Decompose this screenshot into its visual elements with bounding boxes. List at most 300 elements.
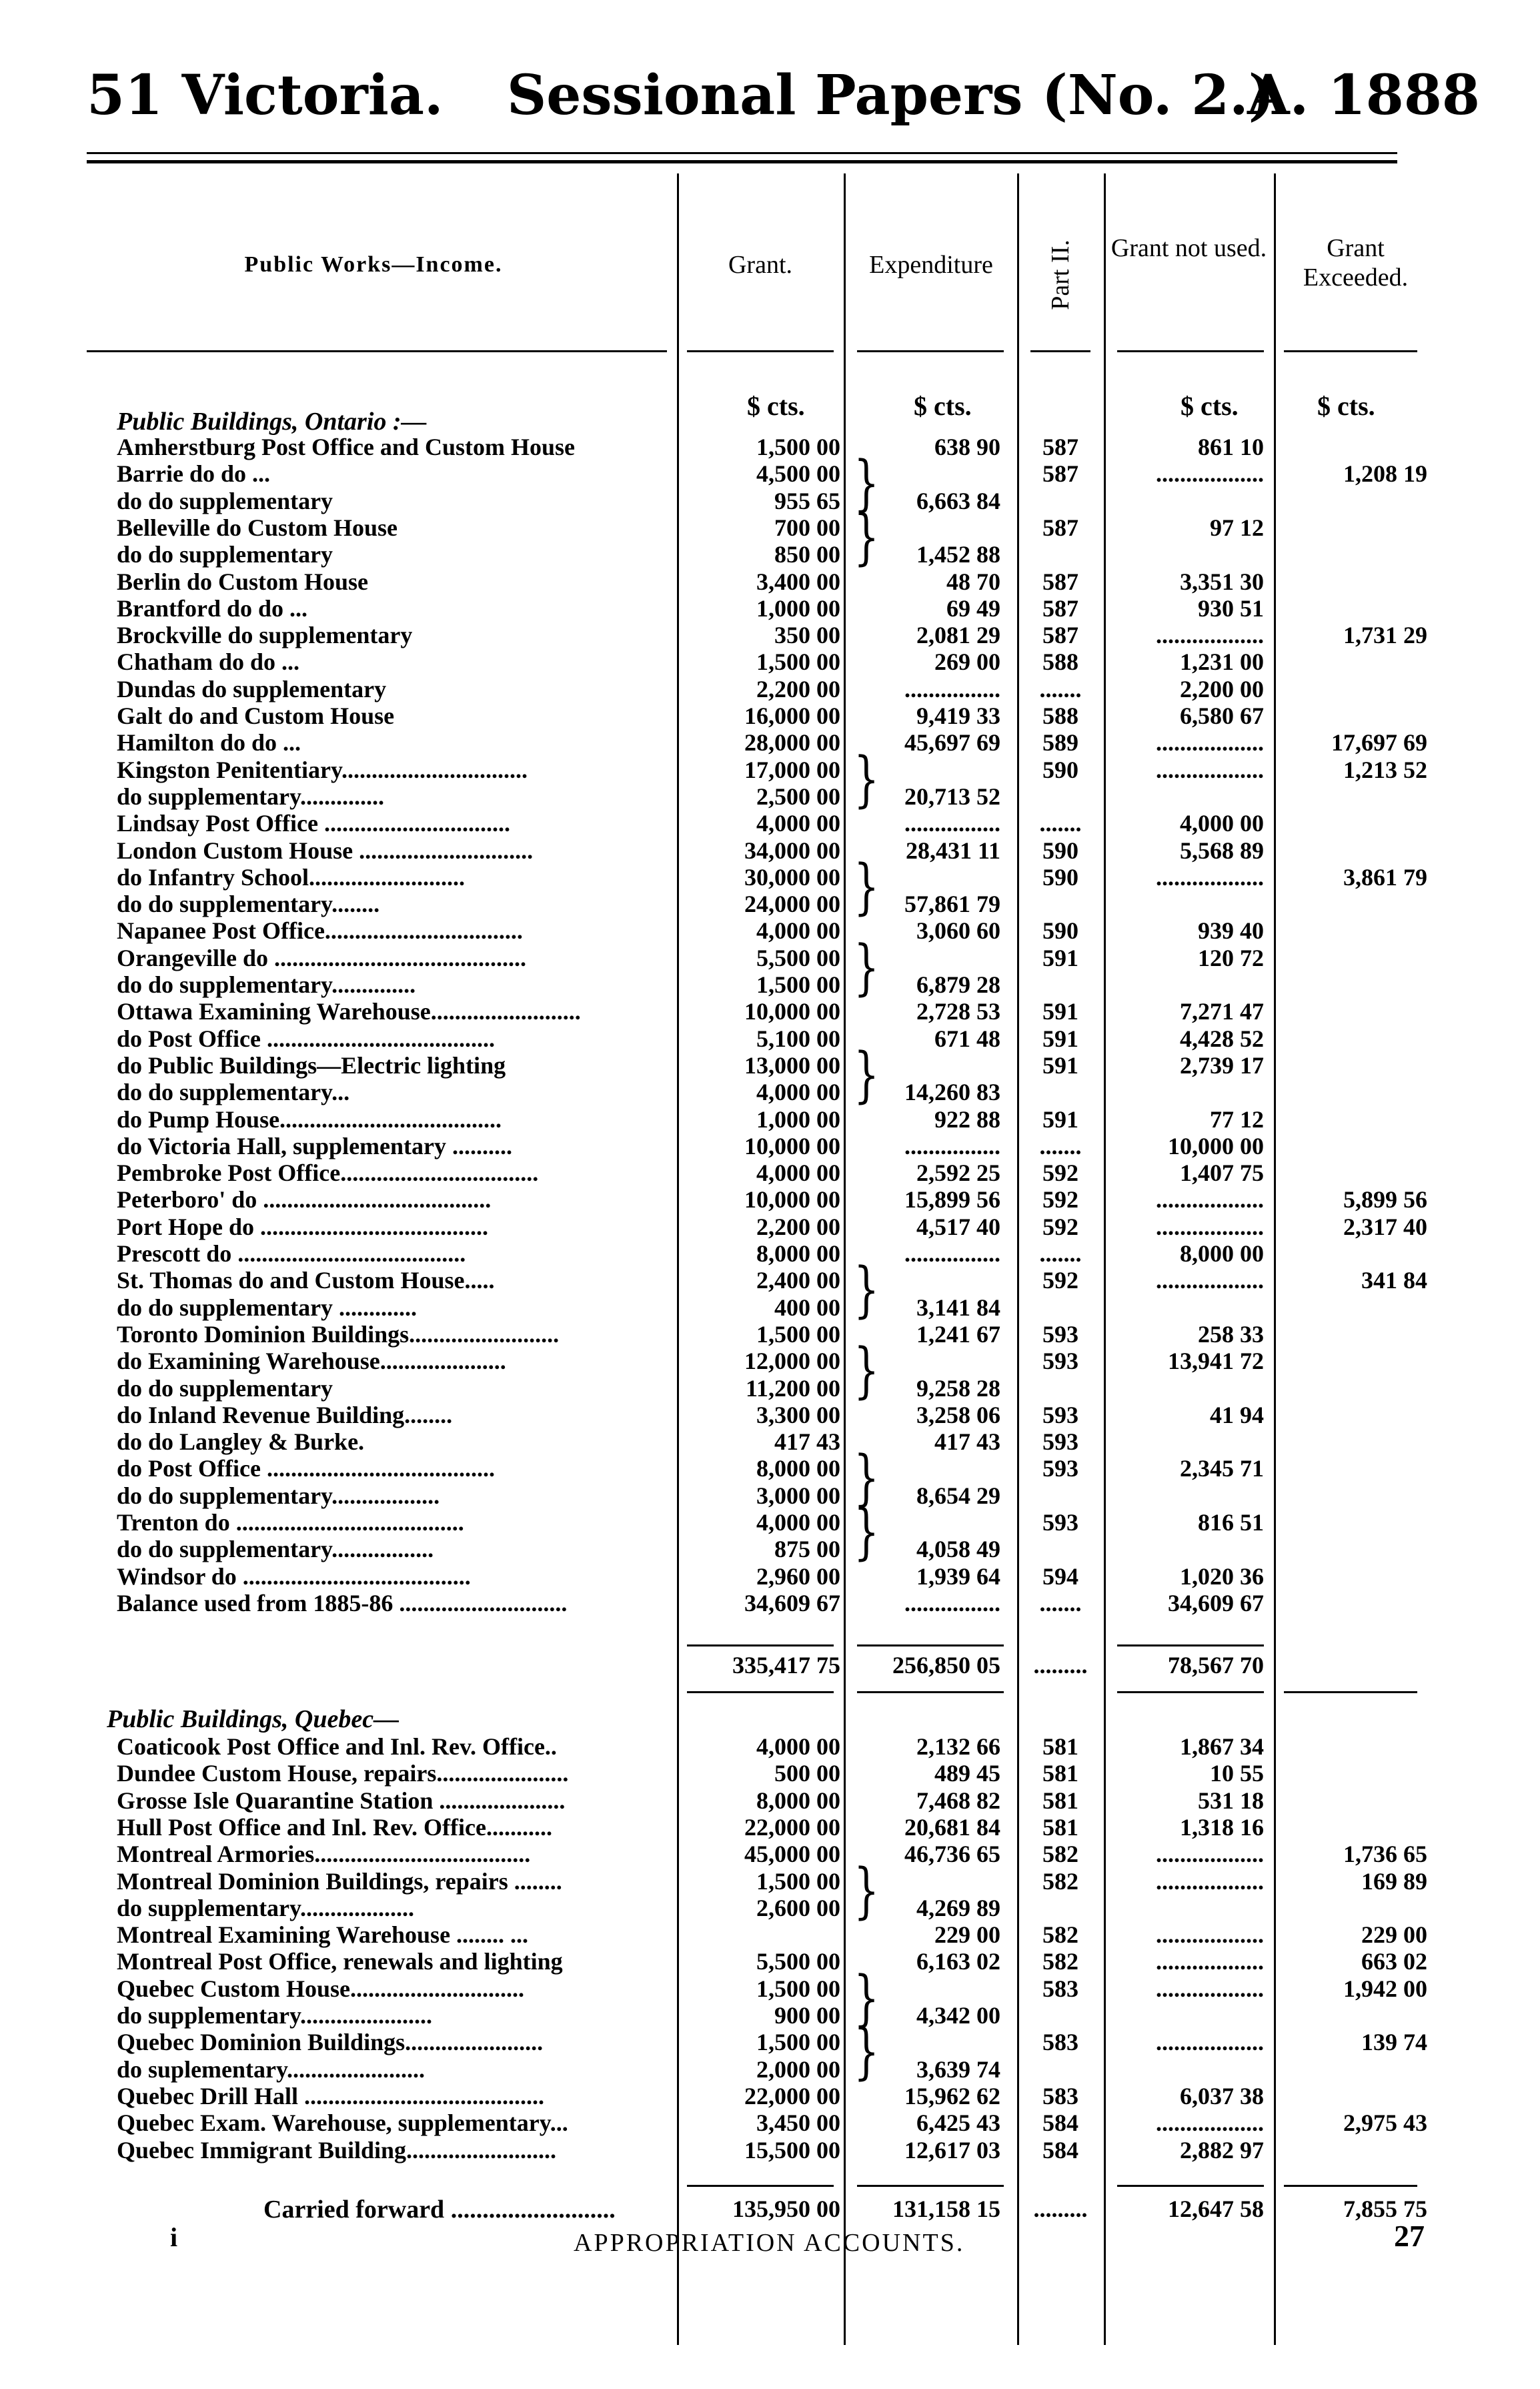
cell-exp: 14,260 83 [904,1079,1000,1106]
grouping-brace: } [854,933,880,1003]
cell-grant: 500 00 [774,1760,840,1787]
cell-grant: 3,400 00 [756,568,840,595]
cell-label: do supplementary...................... [117,2002,433,2029]
grouping-brace: } [854,448,880,519]
cell-exp: 8,654 29 [916,1482,1000,1509]
cell-part: 581 [1042,1760,1078,1787]
cell-notused: .................. [1156,756,1264,783]
cell-grant: 5,500 00 [756,1948,840,1975]
cell-label: do do Langley & Burke. [117,1428,365,1456]
grouping-brace: } [854,1497,880,1568]
cell-notused: .................. [1156,1921,1264,1949]
footer-title: APPROPRIATION ACCOUNTS. [574,2229,965,2257]
cell-notused: 4,428 52 [1180,1025,1264,1052]
cell-label: Peterboro' do ...................................... [117,1186,492,1214]
table-row [0,998,1540,1025]
cell-grant: 3,450 00 [756,2109,840,2137]
total-rule [687,1644,834,1646]
cell-notused: 41 94 [1210,1401,1264,1428]
carried-forward-exp: 131,158 15 [892,2196,1000,2222]
carried-forward-part: ......... [1033,2196,1088,2222]
cell-notused: 120 72 [1198,944,1264,971]
cell-label: do supplementary.............. [117,783,385,810]
cell-label: do do supplementary........ [117,891,380,918]
table-row [0,1509,1540,1536]
cell-grant: 3,000 00 [756,1482,840,1509]
table-row [0,1841,1540,1867]
cell-notused: 1,318 16 [1180,1813,1264,1841]
table-row [0,971,1540,998]
cell-label: Kingston Penitentiary............................... [117,756,528,783]
cell-exceeded: 1,213 52 [1343,756,1427,783]
cell-part: 587 [1042,460,1078,488]
cell-label: Chatham do do ... [117,648,300,676]
cell-notused: 10 55 [1210,1760,1264,1787]
table-row [0,1760,1540,1787]
cell-notused: 939 40 [1198,917,1264,945]
cell-notused: 97 12 [1210,514,1264,541]
col-exceeded-header: Grant Exceeded. [1303,234,1409,292]
cell-label: do Examining Warehouse..................... [117,1348,506,1375]
cell-label: do do supplementary ............. [117,1294,418,1321]
cell-label: Montreal Armories.................................... [117,1841,531,1868]
cell-part: 591 [1042,1051,1078,1079]
cell-exp: 1,452 88 [916,541,1000,568]
cell-part: 581 [1042,1787,1078,1814]
table-row [0,1294,1540,1321]
cell-label: Quebec Drill Hall ........................................ [117,2082,544,2109]
cell-notused: .................. [1156,729,1264,757]
cell-notused: 8,000 00 [1180,1240,1264,1267]
cell-grant: 4,000 00 [756,917,840,945]
units-exp: $ cts. [914,391,972,421]
total-rule [857,1644,1004,1646]
cell-notused: .................. [1156,1975,1264,2002]
cell-notused: .................. [1156,2109,1264,2137]
cell-grant: 30,000 00 [744,863,840,891]
cell-label: Windsor do ...................................... [117,1562,471,1590]
cell-grant: 10,000 00 [744,1186,840,1214]
cell-label: Trenton do ...................................... [117,1509,464,1536]
cell-part: 582 [1042,1921,1078,1949]
cell-exp: 45,697 69 [904,729,1000,757]
cell-part: ....... [1039,675,1082,702]
table-row [0,783,1540,810]
cell-grant: 5,100 00 [756,1025,840,1052]
cell-grant: 2,400 00 [756,1267,840,1294]
cell-notused: 531 18 [1198,1787,1264,1814]
cell-part: 583 [1042,1975,1078,2002]
header-divider [1117,350,1264,352]
cell-grant: 2,600 00 [756,1894,840,1921]
table-row [0,1563,1540,1590]
cell-label: do Public Buildings—Electric lighting [117,1051,506,1079]
cell-grant: 11,200 00 [745,1374,840,1402]
table-row [0,488,1540,514]
header-divider [1030,350,1090,352]
cell-grant: 1,500 00 [756,1975,840,2002]
cell-part: 591 [1042,1105,1078,1133]
cell-grant: 8,000 00 [756,1240,840,1267]
table-row [0,1733,1540,1760]
cell-label: Grosse Isle Quarantine Station ..................... [117,1787,566,1814]
table-row [0,917,1540,944]
section-title-ontario: Public Buildings, Ontario :— [117,408,427,436]
total-rule [1117,1644,1264,1646]
cell-exp: 3,639 74 [916,2055,1000,2083]
cell-label: Montreal Post Office, renewals and lighting [117,1948,563,1975]
cell-label: Hamilton do do ... [117,729,301,757]
total-rule [687,1691,834,1693]
total-rule [1284,1691,1417,1693]
cell-part: 590 [1042,837,1078,864]
table-row [0,1787,1540,1814]
cell-part: 581 [1042,1733,1078,1760]
cell-label: do do supplementary [117,1374,333,1402]
table-row [0,729,1540,756]
cell-grant: 22,000 00 [744,1813,840,1841]
cell-grant: 700 00 [774,514,840,541]
cell-notused: 2,200 00 [1180,675,1264,702]
ontario-total-not-used: 78,567 70 [1168,1652,1264,1679]
units-not-used: $ cts. [1181,391,1239,421]
carried-forward-exceeded: 7,855 75 [1343,2196,1427,2222]
cell-label: Lindsay Post Office ............................... [117,810,510,837]
table-row [0,1214,1540,1240]
table-row [0,1052,1540,1079]
cell-exp: 7,468 82 [916,1787,1000,1814]
table-row [0,1814,1540,1841]
table-row [0,595,1540,622]
cell-exceeded: 1,736 65 [1343,1841,1427,1868]
cell-label: do Infantry School.......................... [117,863,466,891]
cell-notused: 258 33 [1198,1320,1264,1348]
header-rule-thick [87,160,1397,163]
cell-notused: .................. [1156,1213,1264,1240]
cell-grant: 12,000 00 [744,1348,840,1375]
cell-grant: 2,200 00 [756,1213,840,1240]
table-row [0,1590,1540,1616]
units-grant: $ cts. [747,391,805,421]
cell-part: 590 [1042,917,1078,945]
table-row [0,1402,1540,1428]
cell-notused: 5,568 89 [1180,837,1264,864]
cell-notused: 2,882 97 [1180,2136,1264,2164]
cell-part: 590 [1042,863,1078,891]
cell-notused: .................. [1156,1186,1264,1214]
cell-exceeded: 1,208 19 [1343,460,1427,488]
header-year: A. 1888 [1247,63,1480,127]
cell-grant: 28,000 00 [744,729,840,757]
cell-exceeded: 17,697 69 [1331,729,1427,757]
table-row [0,568,1540,595]
cell-grant: 4,500 00 [756,460,840,488]
carried-forward-grant: 135,950 00 [732,2196,840,2222]
cell-part: 587 [1042,434,1078,460]
cell-label: do do supplementary.................. [117,1482,440,1509]
cell-label: Orangeville do .......................................... [117,944,526,971]
cell-grant: 8,000 00 [756,1787,840,1814]
cell-exp: 3,060 60 [916,917,1000,945]
cell-grant: 4,000 00 [756,1159,840,1187]
grouping-brace: } [854,1040,880,1111]
cell-label: do do supplementary [117,541,333,568]
cell-grant: 1,500 00 [756,648,840,676]
cell-exceeded: 5,899 56 [1343,1186,1427,1214]
cell-exceeded: 2,975 43 [1343,2109,1427,2137]
cell-exp: 489 45 [934,1760,1000,1787]
cell-part: 587 [1042,594,1078,622]
cell-exp: 3,141 84 [916,1294,1000,1321]
header-divider [687,350,834,352]
cell-grant: 10,000 00 [744,1132,840,1159]
cell-grant: 22,000 00 [744,2082,840,2109]
cell-grant: 3,300 00 [756,1401,840,1428]
cell-exp: 1,939 64 [916,1562,1000,1590]
cell-label: Berlin do Custom House [117,568,369,595]
cell-grant: 1,500 00 [756,2029,840,2056]
table-row [0,434,1540,460]
cell-notused: .................. [1156,2029,1264,2056]
cell-grant: 4,000 00 [756,810,840,837]
table-row [0,1536,1540,1562]
cell-part: 593 [1042,1320,1078,1348]
cell-exp: 57,861 79 [904,891,1000,918]
cell-label: do Pump House..................................... [117,1105,502,1133]
cell-grant: 16,000 00 [744,702,840,729]
cell-notused: 861 10 [1198,434,1264,460]
section-title-quebec: Public Buildings, Quebec— [107,1705,400,1733]
cell-label: Montreal Dominion Buildings, repairs ........ [117,1867,562,1895]
units-exceeded: $ cts. [1317,391,1375,421]
cell-notused: .................. [1156,1867,1264,1895]
cell-part: 594 [1042,1562,1078,1590]
cell-notused: 10,000 00 [1168,1132,1264,1159]
header-rule [87,152,1397,154]
cell-notused: .................. [1156,1267,1264,1294]
cell-exp: 4,269 89 [916,1894,1000,1921]
forward-rule [857,2185,1004,2187]
cell-exceeded: 341 84 [1361,1267,1427,1294]
cell-grant: 1,000 00 [756,594,840,622]
cell-label: London Custom House ............................. [117,837,534,864]
table-row [0,648,1540,675]
table-row [0,1375,1540,1402]
cell-notused: 930 51 [1198,594,1264,622]
table-row [0,541,1540,568]
header-title: Sessional Papers (No. 2.) [507,63,1275,127]
cell-label: do do supplementary... [117,1079,350,1106]
cell-exp: 2,132 66 [916,1733,1000,1760]
table-row [0,810,1540,837]
grouping-brace: } [854,1856,880,1926]
cell-exp: 2,728 53 [916,998,1000,1025]
cell-notused: 34,609 67 [1168,1589,1264,1616]
table-row [0,1267,1540,1294]
cell-grant: 1,000 00 [756,1105,840,1133]
cell-grant: 8,000 00 [756,1455,840,1482]
table-row [0,2137,1540,2164]
cell-exceeded: 2,317 40 [1343,1213,1427,1240]
cell-label: Coaticook Post Office and Inl. Rev. Office.. [117,1733,557,1760]
cell-label: Montreal Examining Warehouse ........ ... [117,1921,529,1949]
cell-grant: 5,500 00 [756,944,840,971]
cell-grant: 850 00 [774,541,840,568]
col-not-used-header: Grant not used. [1110,234,1267,262]
carried-forward-label: Carried forward .......................... [263,2196,616,2224]
cell-exceeded: 3,861 79 [1343,863,1427,891]
cell-label: do Inland Revenue Building........ [117,1401,453,1428]
cell-part: 581 [1042,1813,1078,1841]
cell-grant: 1,500 00 [756,971,840,998]
cell-part: 584 [1042,2109,1078,2137]
cell-grant: 10,000 00 [744,998,840,1025]
table-row [0,945,1540,971]
cell-exp: 4,517 40 [916,1213,1000,1240]
cell-notused: 1,407 75 [1180,1159,1264,1187]
table-row [0,891,1540,917]
table-row [0,837,1540,864]
cell-notused: 2,739 17 [1180,1051,1264,1079]
col-part-header: Part II. [1046,240,1074,310]
cell-grant: 4,000 00 [756,1733,840,1760]
table-row [0,1240,1540,1267]
footer-roman: i [170,2222,178,2252]
cell-label: do Post Office ...................................... [117,1025,495,1052]
cell-exp: 6,663 84 [916,487,1000,514]
cell-part: 593 [1042,1455,1078,1482]
cell-grant: 2,960 00 [756,1562,840,1590]
cell-part: 583 [1042,2082,1078,2109]
table-row [0,1321,1540,1348]
cell-part: 592 [1042,1186,1078,1214]
cell-notused: .................. [1156,863,1264,891]
cell-label: Quebec Immigrant Building......................... [117,2136,557,2164]
cell-label: Hull Post Office and Inl. Rev. Office........... [117,1813,552,1841]
cell-grant: 417 43 [774,1428,840,1456]
table-row [0,2002,1540,2029]
cell-label: Quebec Custom House............................. [117,1975,524,2002]
cell-part: 593 [1042,1348,1078,1375]
cell-exp: 922 88 [934,1105,1000,1133]
cell-part: ....... [1039,1240,1082,1267]
cell-grant: 45,000 00 [744,1841,840,1868]
table-row [0,676,1540,702]
cell-part: 592 [1042,1159,1078,1187]
cell-label: Ottawa Examining Warehouse......................... [117,998,581,1025]
cell-grant: 1,500 00 [756,1320,840,1348]
cell-label: St. Thomas do and Custom House..... [117,1267,495,1294]
cell-notused: .................. [1156,622,1264,649]
cell-exp: 4,058 49 [916,1536,1000,1563]
cell-part: 593 [1042,1428,1078,1456]
cell-label: do supplementary................... [117,1894,415,1921]
cell-label: do do supplementary [117,487,333,514]
cell-notused: 1,020 36 [1180,1562,1264,1590]
grouping-brace: } [854,852,880,923]
cell-notused: 816 51 [1198,1509,1264,1536]
cell-label: do do supplementary................. [117,1536,434,1563]
table-row [0,1948,1540,1975]
cell-part: 582 [1042,1948,1078,1975]
cell-part: 592 [1042,1213,1078,1240]
cell-part: ....... [1039,810,1082,837]
cell-label: do Post Office ...................................... [117,1455,495,1482]
cell-label: do do supplementary.............. [117,971,416,998]
cell-grant: 2,500 00 [756,783,840,810]
ontario-total-grant: 335,417 75 [732,1652,840,1679]
cell-grant: 4,000 00 [756,1509,840,1536]
cell-exp: ................ [904,1132,1000,1159]
table-row [0,2109,1540,2136]
cell-part: 591 [1042,998,1078,1025]
table-row [0,1025,1540,1052]
cell-exp: 20,713 52 [904,783,1000,810]
table-row [0,1455,1540,1482]
cell-label: do suplementary....................... [117,2055,426,2083]
cell-label: Galt do and Custom House [117,702,395,729]
table-row [0,1133,1540,1159]
cell-exp: 9,258 28 [916,1374,1000,1402]
forward-rule [1117,2185,1264,2187]
cell-exp: 6,425 43 [916,2109,1000,2137]
header-divider [857,350,1004,352]
cell-exp: 6,879 28 [916,971,1000,998]
cell-exp: 15,899 56 [904,1186,1000,1214]
cell-exp: ................ [904,1589,1000,1616]
cell-exceeded: 663 02 [1361,1948,1427,1975]
cell-exp: 20,681 84 [904,1813,1000,1841]
cell-exp: 1,241 67 [916,1320,1000,1348]
cell-part: 587 [1042,622,1078,649]
cell-exceeded: 229 00 [1361,1921,1427,1949]
cell-notused: 7,271 47 [1180,998,1264,1025]
cell-exp: 15,962 62 [904,2082,1000,2109]
cell-part: 584 [1042,2136,1078,2164]
cell-label: do Victoria Hall, supplementary .......... [117,1132,512,1159]
cell-part: 582 [1042,1841,1078,1868]
cell-grant: 1,500 00 [756,1867,840,1895]
table-row [0,460,1540,487]
table-row [0,1106,1540,1133]
cell-grant: 955 65 [774,487,840,514]
cell-exp: 46,736 65 [904,1841,1000,1868]
cell-exp: 28,431 11 [905,837,1000,864]
cell-part: 588 [1042,702,1078,729]
grouping-brace: } [854,1963,880,2034]
cell-label: Amherstburg Post Office and Custom House [117,434,575,460]
grouping-brace: } [854,1336,880,1406]
table-row [0,702,1540,729]
cell-exp: ................ [904,1240,1000,1267]
col-expenditure-header: Expenditure [869,251,993,279]
carried-forward-not-used: 12,647 58 [1168,2196,1264,2222]
forward-rule [687,2185,834,2187]
cell-notused: 1,231 00 [1180,648,1264,676]
cell-grant: 13,000 00 [744,1051,840,1079]
cell-label: Napanee Post Office................................. [117,917,523,945]
cell-label: Brantford do do ... [117,594,308,622]
cell-exceeded: 139 74 [1361,2029,1427,2056]
header-divider [1284,350,1417,352]
table-row [0,2083,1540,2109]
cell-label: Dundas do supplementary [117,675,387,702]
ontario-total-part: ......... [1033,1652,1088,1679]
cell-part: 587 [1042,568,1078,595]
cell-part: 593 [1042,1509,1078,1536]
cell-notused: 3,351 30 [1180,568,1264,595]
table-row [0,2056,1540,2083]
